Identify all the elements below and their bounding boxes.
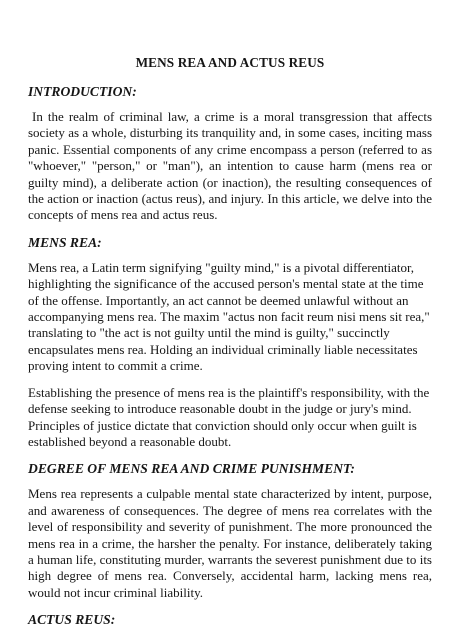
- heading-degree-of-mens-rea: DEGREE OF MENS REA AND CRIME PUNISHMENT:: [28, 461, 355, 477]
- heading-actus-reus: ACTUS REUS:: [28, 612, 116, 628]
- paragraph-mens-rea-definition: Mens rea, a Latin term signifying "guilty mind," is a pivotal differentiator, highlighting the significance of the accused person's mental state at the time of the offense. Importantly, an act cannot be deemed unlawful without an accompanying mens rea. The maxim "actus non facit reum nisi mens sit rea," translating to "the act is not guilty until the mind is guilty," succinctly encapsulates mens rea. Holding an individual criminally liable necessitates proving intent to commit a crime.: [28, 259, 430, 374]
- document-title: MENS REA AND ACTUS REUS: [135, 55, 325, 70]
- paragraph-degree-of-mens-rea: Mens rea represents a culpable mental state characterized by intent, purpose, and awareness of consequences. The degree of mens rea correlates with the level of responsibility and severity of punishment. The more pronounced the mens rea in a crime, the harsher the penalty. For instance, deliberately taking a human life, constituting murder, warrants the severest punishment due to its high degree of mens rea. Conversely, accidental harm, lacking mens rea, would not incur criminal liability.: [28, 486, 432, 600]
- heading-mens-rea: MENS REA:: [28, 234, 102, 250]
- paragraph-introduction: In the realm of criminal law, a crime is a moral transgression that affects society as a whole, disturbing its tranquility and, in some cases, inciting mass panic. Essential components of any crime encompass a person (referred to as "whoever," "person," or "man"), an intention to cause harm (mens rea or guilty mind), a deliberate action (or inaction), the resulting consequences of the action or inaction (actus reus), and injury. In this article, we delve into the concepts of mens rea and actus reus.: [28, 109, 432, 223]
- paragraph-mens-rea-burden: Establishing the presence of mens rea is the plaintiff's responsibility, with the defense seeking to introduce reasonable doubt in the judge or jury's mind. Principles of justice dictate that conviction should only occur when guilt is established beyond a reasonable doubt.: [28, 384, 430, 449]
- heading-introduction: INTRODUCTION:: [28, 84, 137, 99]
